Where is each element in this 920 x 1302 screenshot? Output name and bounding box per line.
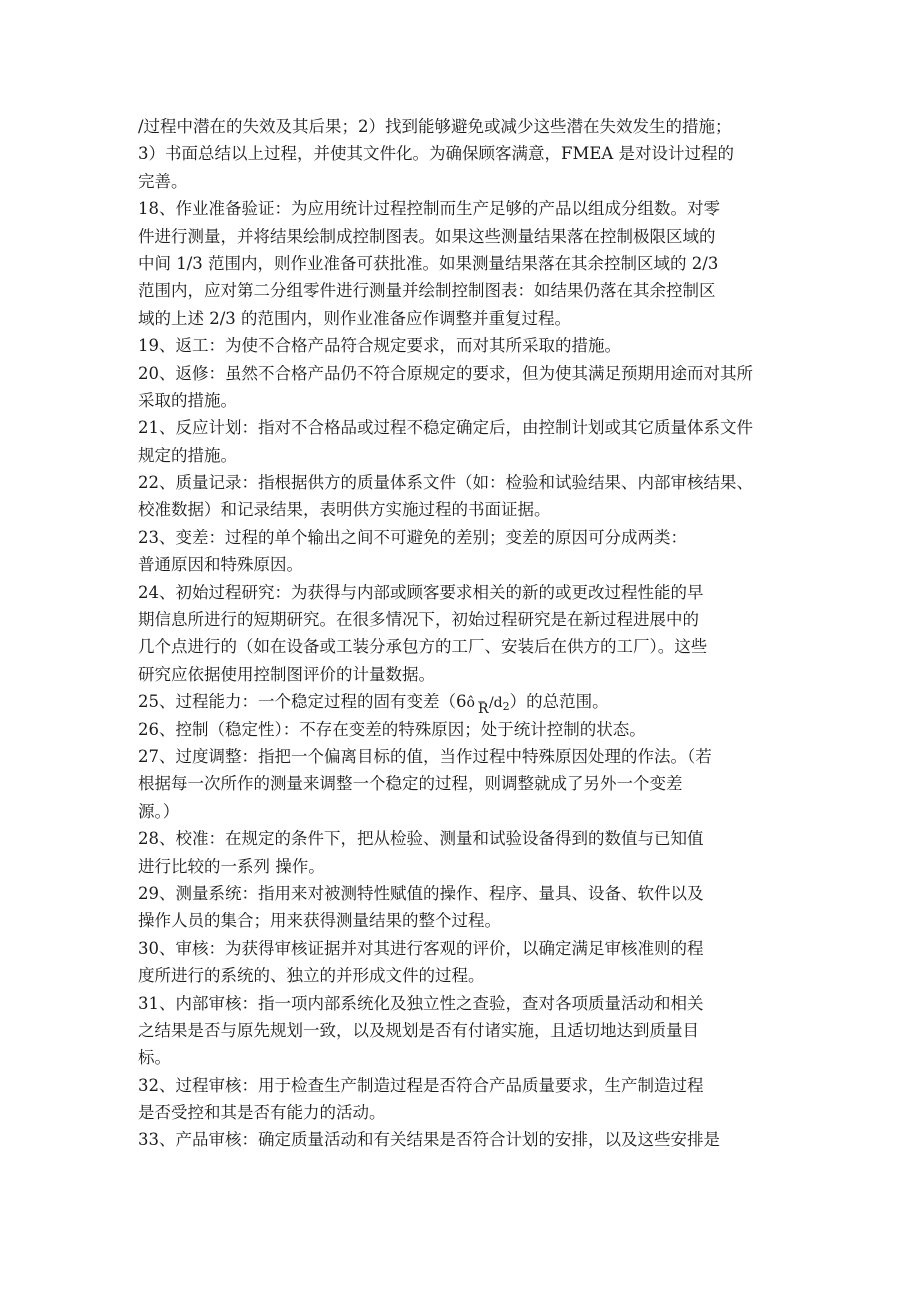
text-line: 18、作业准备验证：为应用统计过程控制而生产足够的产品以组成分组数。对零	[138, 199, 720, 219]
sigma-hat-symbol: ô	[466, 695, 475, 712]
text-line: 中间 1/3 范围内，则作业准备可获批准。如果测量结果落在其余控制区域的 2/3	[138, 253, 719, 273]
text-line: 32、过程审核：用于检查生产制造过程是否符合产品质量要求，生产制造过程	[138, 1075, 704, 1095]
text-line: 标。	[138, 1048, 171, 1068]
text-line: 域的上述 2/3 的范围内，则作业准备应作调整并重复过程。	[138, 308, 572, 328]
text-line: 根据每一次所作的测量来调整一个稳定的过程，则调整就成了另外一个变差	[138, 774, 683, 794]
text-line: /过程中潜在的失效及其后果；2）找到能够避免或减少这些潜在失效发生的措施；	[138, 117, 732, 136]
text-line: 完善。	[138, 171, 188, 191]
process-capability-line	[138, 687, 838, 718]
text-line: 进行比较的一系列 操作。	[138, 856, 325, 876]
r-bar-symbol	[475, 687, 489, 718]
text-line: 27、过度调整：指把一个偏离目标的值，当作过程中特殊原因处理的作法。（若	[138, 746, 712, 766]
text-line: 29、测量系统：指用来对被测特性赋值的操作、程序、量具、设备、软件以及	[138, 883, 704, 903]
text-line: 22、质量记录：指根据供方的质量体系文件（如：检验和试验结果、内部审核结果、	[138, 473, 753, 493]
text-line: 23、变差：过程的单个输出之间不可避免的差别；变差的原因可分成两类：	[138, 527, 687, 547]
text-line: 期信息所进行的短期研究。在很多情况下，初始过程研究是在新过程进展中的	[138, 610, 699, 630]
text-line: 3）书面总结以上过程，并使其文件化。为确保顾客满意，FMEA 是对设计过程的	[138, 144, 735, 164]
subscript-two: 2	[502, 700, 510, 714]
text-line: 26、控制（稳定性）：不存在变差的特殊原因；处于统计控制的状态。	[138, 719, 646, 739]
text-line: 28、校准：在规定的条件下，把从检验、测量和试验设备得到的数值与已知值	[138, 829, 704, 849]
text-line: 几个点进行的（如在设备或工装分承包方的工厂、安装后在供方的工厂）。这些	[138, 637, 708, 657]
text-line: 研究应依据使用控制图评价的计量数据。	[138, 664, 435, 684]
formula-prefix: 25、过程能力：一个稳定过程的固有变差（6	[138, 692, 467, 712]
text-line: 规定的措施。	[138, 445, 237, 465]
text-line: 校准数据）和记录结果，表明供方实施过程的书面证据。	[138, 500, 551, 520]
text-line: 件进行测量，并将结果绘制成控制图表。如果这些测量结果落在控制极限区域的	[138, 226, 716, 246]
text-line: 采取的措施。	[138, 390, 237, 410]
text-line: 操作人员的集合；用来获得测量结果的整个过程。	[138, 911, 501, 931]
text-line: 源。）	[138, 801, 180, 821]
document-body	[138, 113, 838, 1154]
bar-mark: _	[477, 687, 485, 704]
text-line: 度所进行的系统的、独立的并形成文件的过程。	[138, 966, 485, 986]
text-line: 33、产品审核：确定质量活动和有关结果是否符合计划的安排，以及这些安排是	[138, 1130, 720, 1150]
slash-d: /d	[488, 695, 503, 712]
text-line: 20、返修：虽然不合格产品仍不符合原规定的要求，但为使其满足预期用途而对其所	[138, 363, 753, 383]
text-line: 普通原因和特殊原因。	[138, 555, 303, 575]
text-line: 是否受控和其是否有能力的活动。	[138, 1103, 386, 1123]
text-line: 19、返工：为使不合格产品符合规定要求，而对其所采取的措施。	[138, 336, 621, 356]
text-line: 30、审核：为获得审核证据并对其进行客观的评价，以确定满足审核准则的程	[138, 938, 704, 958]
formula-suffix: ）的总范围。	[509, 692, 609, 712]
text-line: 31、内部审核：指一项内部系统化及独立性之查验，查对各项质量活动和相关	[138, 993, 704, 1013]
text-line: 21、反应计划：指对不合格品或过程不稳定确定后，由控制计划或其它质量体系文件	[138, 418, 753, 438]
text-line: 24、初始过程研究：为获得与内部或顾客要求相关的新的或更改过程性能的早	[138, 582, 704, 602]
d2-symbol	[489, 690, 510, 720]
r-letter: R	[477, 701, 489, 718]
text-line: 范围内，应对第二分组零件进行测量并绘制控制图表：如结果仍落在其余控制区	[138, 281, 716, 301]
text-line: 之结果是否与原先规划一致，以及规划是否有付诸实施，且适切地达到质量目	[138, 1020, 699, 1040]
